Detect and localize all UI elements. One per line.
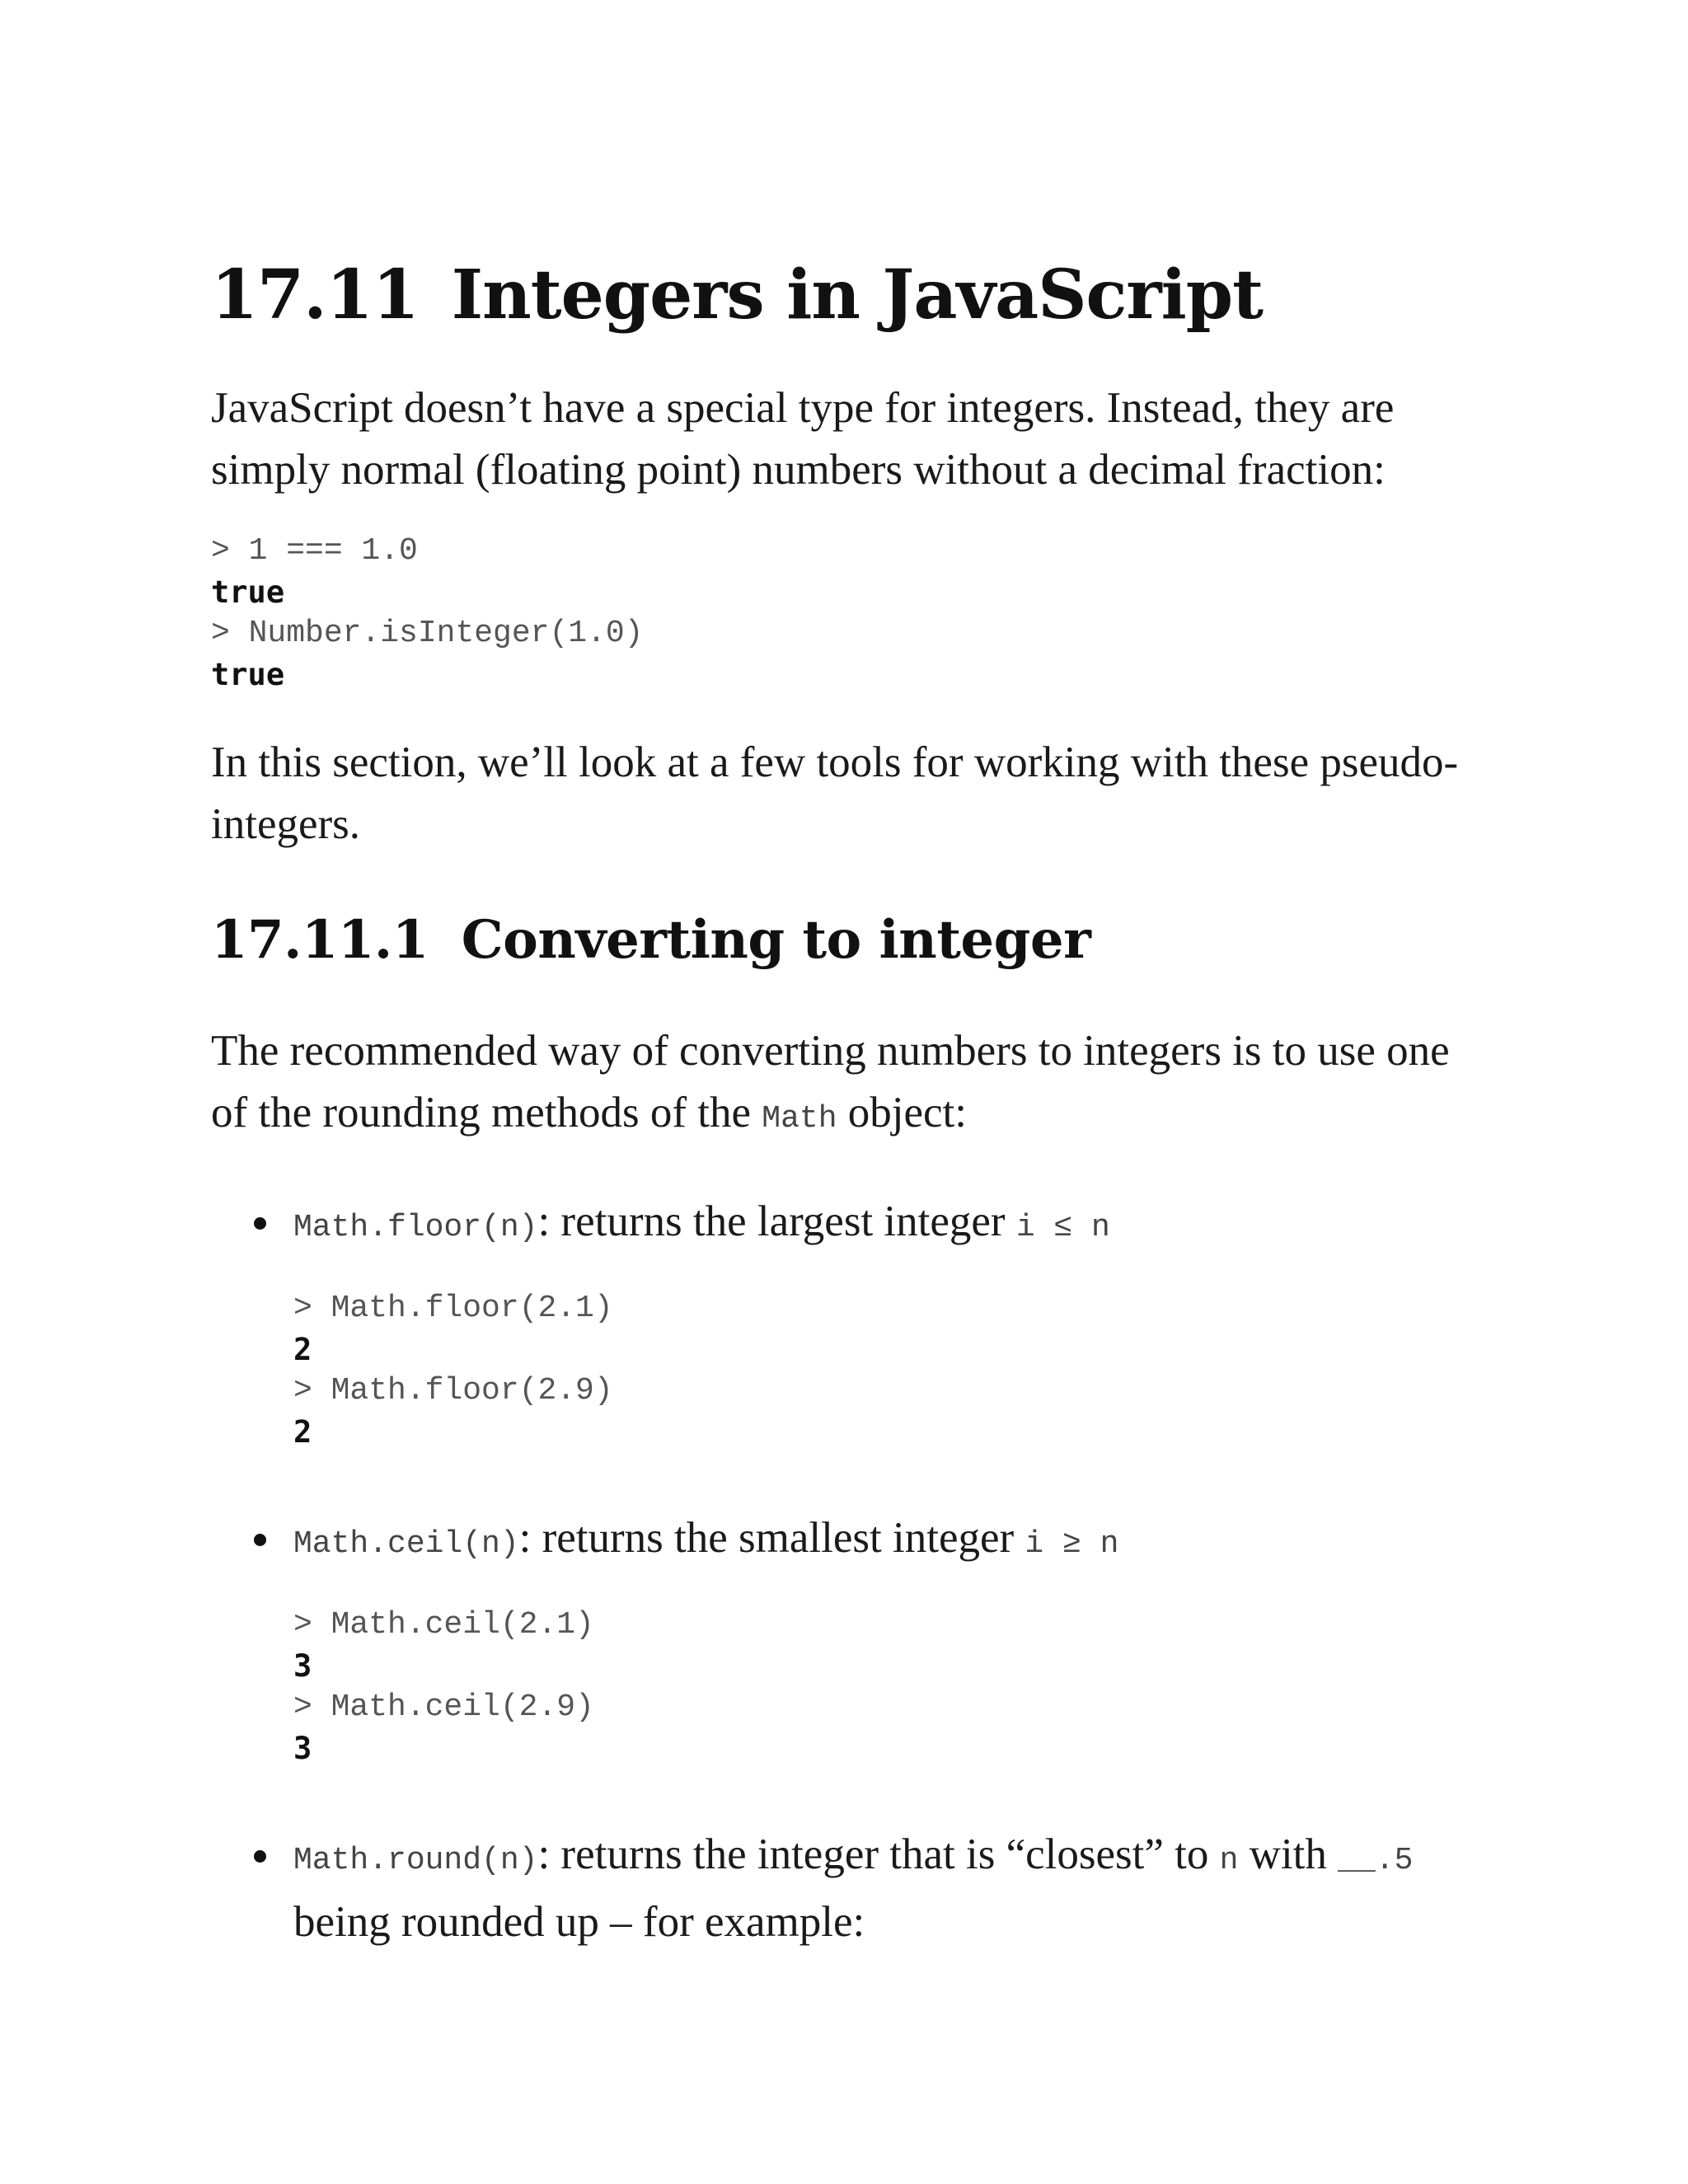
method-description: : returns the integer that is “closest” to (537, 1830, 1209, 1878)
inline-code-expr: i ≥ n (1025, 1526, 1119, 1562)
code-output-line: 2 (293, 1414, 312, 1450)
subsection-intro-text-end: object: (847, 1089, 967, 1137)
list-item-ceil (211, 1507, 1497, 1769)
list-item-round (211, 1824, 1497, 1953)
inline-code-method: Math.ceil(n) (293, 1526, 519, 1562)
section-heading (211, 247, 1497, 343)
list-item-floor (211, 1191, 1497, 1453)
code-input-line: > Math.ceil(2.1) (293, 1607, 594, 1643)
list-item-text (293, 1824, 1497, 1953)
code-input-line: > 1 === 1.0 (211, 533, 418, 569)
section-title: Integers in JavaScript (451, 255, 1263, 335)
code-output-line: 2 (293, 1332, 312, 1367)
inline-code-half: __.5 (1338, 1843, 1414, 1878)
inline-code-method: Math.round(n) (293, 1843, 538, 1878)
method-description-end: being rounded up – for example: (293, 1898, 865, 1946)
code-input-line: > Math.floor(2.9) (293, 1373, 613, 1408)
code-output-line: 3 (293, 1731, 312, 1766)
method-description-mid: with (1249, 1830, 1327, 1878)
code-output-line: true (211, 574, 285, 610)
list-item-text (293, 1191, 1497, 1258)
subsection-heading (211, 903, 1497, 977)
inline-code-n: n (1219, 1843, 1239, 1878)
subsection-number: 17.11.1 (211, 909, 429, 971)
list-item-text (293, 1507, 1497, 1575)
inline-code-math: Math (762, 1101, 837, 1137)
code-block-example (293, 1605, 1497, 1769)
method-description: : returns the smallest integer (518, 1514, 1015, 1562)
method-description: : returns the largest integer (537, 1197, 1006, 1245)
subsection-intro-text: The recommended way of converting numbers to integers is to use one of the rounding methods of the (211, 1027, 1450, 1137)
bullet-icon (254, 1217, 266, 1230)
code-output-line: 3 (293, 1648, 312, 1684)
section-intro: JavaScript doesn’t have a special type for integers. Instead, they are simply normal (floating point) numbers without a decimal fraction: (211, 384, 1395, 494)
subsection-title: Converting to integer (461, 909, 1091, 971)
code-block-intro (211, 531, 1497, 696)
code-input-line: > Math.ceil(2.9) (293, 1690, 594, 1725)
code-input-line: > Number.isInteger(1.0) (211, 616, 644, 651)
bullet-icon (254, 1850, 266, 1863)
code-block-example (293, 1288, 1497, 1453)
subsection-intro (211, 1020, 1497, 1150)
rounding-methods-list (211, 1191, 1497, 1953)
bullet-icon (254, 1534, 266, 1546)
section-number: 17.11 (211, 255, 419, 335)
section-after-text: In this section, we’ll look at a few tools for working with these pseudo-integers. (211, 738, 1459, 848)
code-input-line: > Math.floor(2.1) (293, 1291, 613, 1326)
inline-code-expr: i ≤ n (1015, 1210, 1110, 1245)
document-page (211, 247, 1497, 1953)
code-output-line: true (211, 657, 285, 692)
inline-code-method: Math.floor(n) (293, 1210, 538, 1245)
